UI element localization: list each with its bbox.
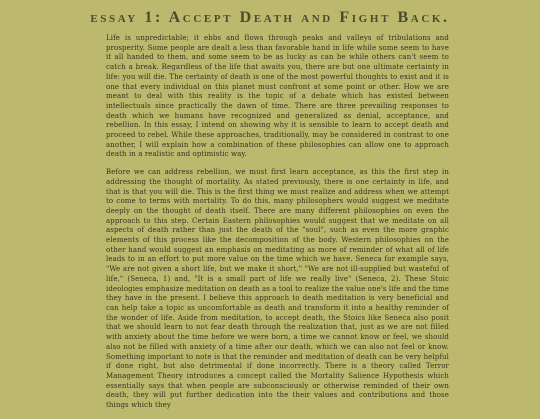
essay-paragraph-1: Life is unpredictable; it ebbs and flows through peaks and valleys of tribulations and prosperity. Some people are dealt a less than favorable hand in life while some seem to have it all handed to them, and some seem to be as lucky as can be while others can't seem to catch a break. Regardless of the life that awaits you, there are but one ultimate certainty in life: you will die. The certainty of death is one of the most powerful thoughts to exist and it is one that every individual on this planet must confront at some point or other. How we are meant to deal with this reality is the topic of a debate which has existed between intellectuals since practically the dawn of time. There are three prevailing responses to death which we humans have recognized and generalized as denial, acceptance, and rebellion. In this essay, I intend on showing why it is sensible to learn to accept death and proceed to rebel. While these approaches, traditionally, may be considered in contrast to one another, I will explain how a combination of these philosophies can allow one to approach death in a realistic and optimistic way. <box>106 34 449 159</box>
essay-title: essay 1: Accept Death and Fight Back. <box>90 9 450 26</box>
essay-body <box>106 34 449 419</box>
essay-paragraph-2: Before we can address rebellion, we must first learn acceptance, as this the first step in addressing the thought of mortality. As stated previously, there is one certainty in life, and that is that you will die. This is the first thing we must realize and address when we attempt to come to terms with mortality. To do this, many philosophers would suggest we meditate deeply on the thought of death itself. There are many different philosophies on even the approach to this step. Certain Eastern philosophies would suggest that we meditate on all aspects of death rather than just the death of the "soul", such as even the more graphic elements of this process like the decomposition of the body. Western philosophies on the other hand would suggest an emphasis on meditating as more of reminder of what all of life leads to in an effort to put more value on the time which we have. Seneca for example says, "We are not given a short life, but we make it short," "We are not ill-supplied but wasteful of life," (Seneca, 1) and, "It is a small part of life we really live" (Seneca, 2). These Stoic ideologies emphasize meditation on death as a tool to realize the value one's life and the time they have in the present. I believe this approach to death meditation is very beneficial and can help take a topic as uncomfortable as death and transform it into a healthy reminder of the wonder of life. Aside from meditation, to accept death, the Stoics like Seneca also posit that we should learn to not fear death through the realization that, just as we are not filled with anxiety about the time before we were born, a time we cannot know or feel, we should also not be filled with anxiety of a time after our death, which we can also not feel or know. Something important to note is that the reminder and meditation of death can be very helpful if done right, but also detrimental if done incorrectly. There is a theory called Terror Management Theory introduces a concept called the Mortality Salience Hypothesis which essentially says that when people are subconsciously or otherwise reminded of their own death, they will put further dedication into the their values and contributions and those things which they <box>106 168 449 410</box>
